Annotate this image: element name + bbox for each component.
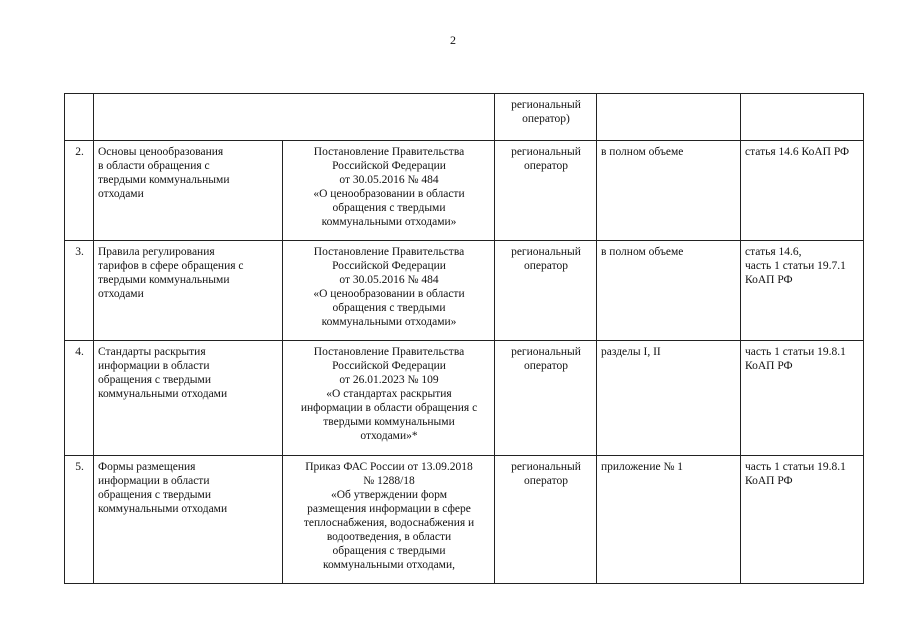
cell-name [94, 94, 495, 141]
table-row [65, 141, 864, 241]
cell-scope: в полном объеме [597, 241, 741, 341]
cell-liability: статья 14.6 КоАП РФ [741, 141, 864, 241]
cell-name: Правила регулирования тарифов в сфере обращения с твердыми коммунальными отходами [94, 241, 283, 341]
cell-number: 3. [65, 241, 94, 341]
requirements-table [64, 93, 864, 584]
table-row-continuation [65, 94, 864, 141]
cell-scope: разделы I, II [597, 341, 741, 456]
cell-applicability: региональный оператор [495, 241, 597, 341]
table-row [65, 241, 864, 341]
cell-document: Постановление Правительства Российской Федерации от 30.05.2016 № 484 «О ценообразовании в области обращения с твердыми коммунальными отходами» [283, 241, 495, 341]
cell-scope [597, 94, 741, 141]
cell-applicability: региональный оператор [495, 456, 597, 584]
cell-name: Стандарты раскрытия информации в области обращения с твердыми коммунальными отходами [94, 341, 283, 456]
cell-liability: статья 14.6, часть 1 статьи 19.7.1 КоАП РФ [741, 241, 864, 341]
table-row [65, 341, 864, 456]
cell-number [65, 94, 94, 141]
cell-document: Приказ ФАС России от 13.09.2018 № 1288/18 «Об утверждении форм размещения информации в сфере теплоснабжения, водоснабжения и водоотведения, в области обращения с твердыми коммунальными отходами, [283, 456, 495, 584]
cell-name: Формы размещения информации в области обращения с твердыми коммунальными отходами [94, 456, 283, 584]
cell-applicability: региональный оператор [495, 141, 597, 241]
cell-liability: часть 1 статьи 19.8.1 КоАП РФ [741, 456, 864, 584]
cell-number: 2. [65, 141, 94, 241]
cell-applicability: региональный оператор) [495, 94, 597, 141]
cell-name: Основы ценообразования в области обращения с твердыми коммунальными отходами [94, 141, 283, 241]
cell-document: Постановление Правительства Российской Федерации от 30.05.2016 № 484 «О ценообразовании в области обращения с твердыми коммунальными отходами» [283, 141, 495, 241]
page-number: 2 [450, 33, 456, 47]
cell-number: 4. [65, 341, 94, 456]
cell-scope: приложение № 1 [597, 456, 741, 584]
cell-liability: часть 1 статьи 19.8.1 КоАП РФ [741, 341, 864, 456]
cell-scope: в полном объеме [597, 141, 741, 241]
cell-number: 5. [65, 456, 94, 584]
cell-liability [741, 94, 864, 141]
table-row [65, 456, 864, 584]
cell-document: Постановление Правительства Российской Федерации от 26.01.2023 № 109 «О стандартах раскрытия информации в области обращения с твердыми коммунальными отходами»* [283, 341, 495, 456]
cell-applicability: региональный оператор [495, 341, 597, 456]
